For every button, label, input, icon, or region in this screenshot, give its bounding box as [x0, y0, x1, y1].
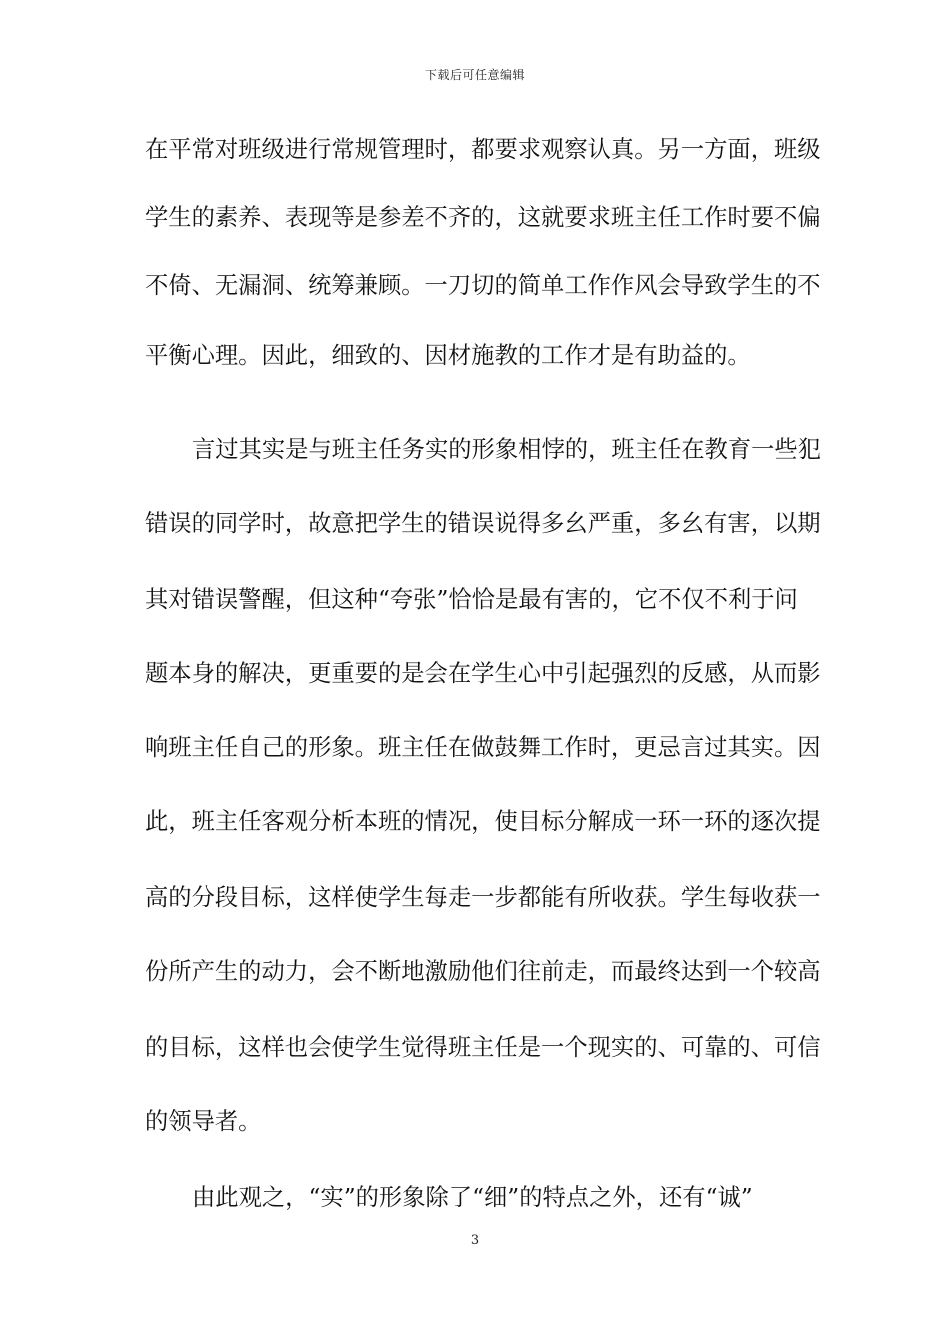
- paragraph-start-line: 言过其实是与班主任务实的形象相悖的，班主任在教育一些犯: [192, 436, 822, 463]
- text-line: 高的分段目标，这样使学生每走一步都能有所收获。学生每收获一: [145, 884, 821, 911]
- text-line: 此，班主任客观分析本班的情况，使目标分解成一环一环的逐次提: [145, 808, 821, 835]
- text-line: 份所产生的动力，会不断地激励他们往前走，而最终达到一个较高: [145, 958, 821, 985]
- page-header: 下载后可任意编辑: [424, 68, 525, 82]
- text-line: 学生的素养、表现等是参差不齐的，这就要求班主任工作时要不偏: [145, 204, 821, 231]
- text-line: 其对错误警醒，但这种“夸张”恰恰是最有害的，它不仅不利于问: [145, 586, 798, 613]
- text-line: 平衡心理。因此，细致的、因材施教的工作才是有助益的。: [145, 342, 751, 369]
- paragraph-start-line: 由此观之，“实”的形象除了“细”的特点之外，还有“诚”: [192, 1184, 753, 1211]
- text-line: 题本身的解决，更重要的是会在学生心中引起强烈的反感，从而影: [145, 660, 821, 687]
- text-line: 在平常对班级进行常规管理时，都要求观察认真。另一方面，班级: [145, 136, 821, 163]
- text-line: 响班主任自己的形象。班主任在做鼓舞工作时，更忌言过其实。因: [145, 734, 821, 761]
- page-number: 3: [470, 1233, 480, 1248]
- text-line: 不倚、无漏洞、统筹兼顾。一刀切的简单工作作风会导致学生的不: [145, 272, 821, 299]
- text-line: 错误的同学时，故意把学生的错误说得多幺严重，多幺有害，以期: [145, 510, 821, 537]
- text-line: 的目标，这样也会使学生觉得班主任是一个现实的、可靠的、可信: [145, 1034, 821, 1061]
- text-line: 的领导者。: [145, 1108, 262, 1135]
